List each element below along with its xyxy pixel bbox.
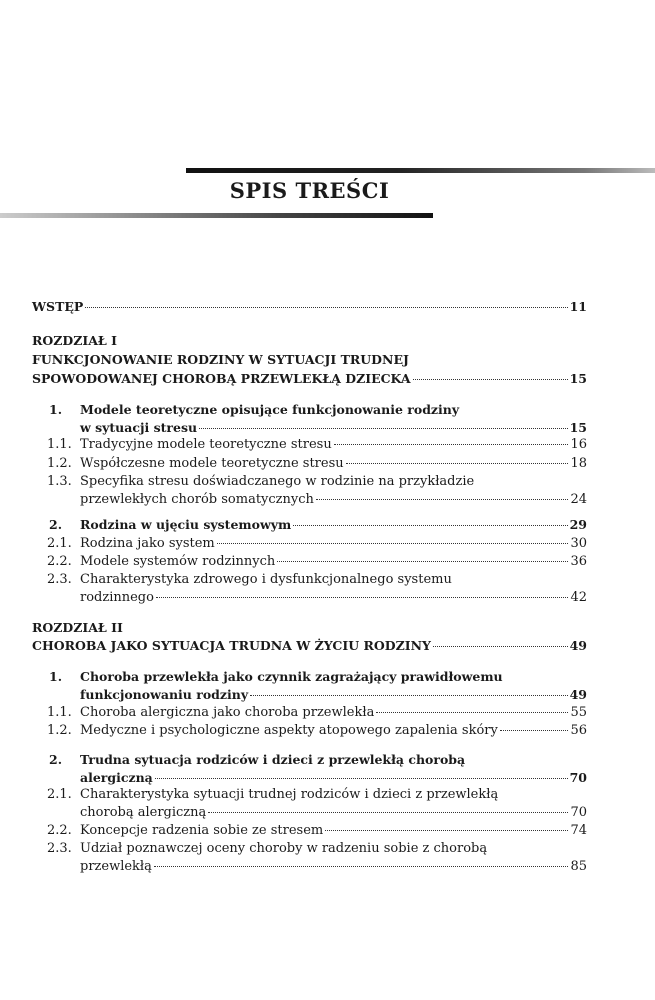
toc-page-number: 29	[569, 517, 587, 532]
toc-page-number: 56	[570, 723, 587, 738]
section-number: 1.	[49, 402, 63, 417]
leader-dots	[433, 645, 568, 647]
section-number: 1.	[49, 669, 63, 684]
section-number: 2.	[49, 517, 63, 532]
section-title-line: Charakterystyka sytuacji trudnej rodziców i dzieci z przewlekłą	[80, 787, 499, 802]
toc-entry-ch2-2-2[interactable]	[80, 822, 587, 840]
toc-entry-text: chorobą alergiczną	[80, 805, 207, 820]
leader-dots	[500, 729, 569, 731]
section-title-line: Udział poznawczej oceny choroby w radzeniu sobie z chorobą	[80, 841, 488, 856]
section-number: 1.1.	[47, 705, 72, 720]
toc-page-number: 15	[569, 371, 587, 386]
toc-entry-text: w sytuacji stresu	[80, 420, 198, 435]
toc-page-number: 36	[570, 554, 587, 569]
toc-entry-text: Rodzina jako system	[80, 536, 215, 551]
toc-entry-2-3[interactable]	[80, 589, 587, 607]
title-rule-bottom	[0, 213, 433, 218]
toc-entry-text: przewlekłą	[80, 859, 152, 874]
leader-dots	[346, 462, 569, 464]
toc-entry-text: rodzinnego	[80, 590, 154, 605]
section-number: 1.1.	[47, 437, 72, 452]
toc-entry-2[interactable]	[80, 516, 587, 534]
toc-page-number: 16	[570, 437, 587, 452]
toc-entry-ch2-2-1[interactable]	[80, 804, 587, 822]
section-title-line: Trudna sytuacja rodziców i dzieci z przewlekłą chorobą	[80, 752, 466, 767]
toc-entry-text: Medyczne i psychologiczne aspekty atopowego zapalenia skóry	[80, 723, 498, 738]
leader-dots	[334, 443, 569, 445]
toc-entry-1-2[interactable]	[80, 455, 587, 473]
toc-page-number: 24	[570, 492, 587, 507]
toc-page-number: 85	[570, 859, 587, 874]
toc-page-number: 49	[569, 687, 587, 702]
chapter-label: ROZDZIAŁ II	[32, 620, 123, 635]
toc-entry-text: alergiczną	[80, 770, 153, 785]
toc-page-number: 70	[569, 770, 587, 785]
leader-dots	[293, 524, 567, 526]
toc-page-number: 15	[569, 420, 587, 435]
leader-dots	[316, 498, 569, 500]
toc-page-number: 70	[570, 805, 587, 820]
leader-dots	[199, 427, 568, 429]
section-title-line: Specyfika stresu doświadczanego w rodzinie na przykładzie	[80, 474, 475, 489]
toc-entry-text: SPOWODOWANEJ CHOROBĄ PRZEWLEKŁĄ DZIECKA	[32, 371, 411, 386]
toc-page-number: 30	[570, 536, 587, 551]
leader-dots	[376, 711, 568, 713]
section-title-line: Modele teoretyczne opisujące funkcjonowanie rodziny	[80, 402, 460, 417]
leader-dots	[156, 596, 568, 598]
section-title-line: Choroba przewlekła jako czynnik zagrażający prawidłowemu	[80, 669, 503, 684]
toc-entry-2-2[interactable]	[80, 553, 587, 571]
toc-entry-text: Współczesne modele teoretyczne stresu	[80, 456, 344, 471]
section-number: 2.3.	[47, 841, 72, 856]
toc-page-number: 74	[570, 823, 587, 838]
toc-page-number: 18	[570, 456, 587, 471]
toc-entry-chapter-1[interactable]	[32, 370, 587, 388]
section-title-line: Charakterystyka zdrowego i dysfunkcjonalnego systemu	[80, 572, 452, 587]
title-rule-top	[186, 168, 655, 173]
page-title: SPIS TREŚCI	[229, 178, 390, 203]
section-number: 2.	[49, 752, 63, 767]
section-number: 2.2.	[47, 554, 72, 569]
toc-entry-2-1[interactable]	[80, 535, 587, 553]
toc-entry-text: przewlekłych chorób somatycznych	[80, 492, 314, 507]
section-number: 2.2.	[47, 823, 72, 838]
toc-entry-text: Koncepcje radzenia sobie ze stresem	[80, 823, 324, 838]
toc-entry-ch2-2-3[interactable]	[80, 858, 587, 876]
toc-entry-text: WSTĘP	[32, 299, 84, 314]
toc-entry-text: Choroba alergiczna jako choroba przewlekła	[80, 705, 375, 720]
toc-entry-ch2-1[interactable]	[80, 686, 587, 704]
toc-entry-text: Tradycyjne modele teoretyczne stresu	[80, 437, 332, 452]
leader-dots	[154, 865, 569, 867]
toc-entry-ch2-2[interactable]	[80, 769, 587, 787]
leader-dots	[413, 378, 568, 380]
section-number: 2.1.	[47, 536, 72, 551]
toc-entry-chapter-2[interactable]	[32, 637, 587, 655]
toc-entry-text: Rodzina w ujęciu systemowym	[80, 517, 292, 532]
toc-entry-text: CHOROBA JAKO SYTUACJA TRUDNA W ŻYCIU RODZINY	[32, 638, 431, 653]
toc-page-number: 49	[569, 638, 587, 653]
leader-dots	[250, 694, 567, 696]
toc-page-number: 55	[570, 705, 587, 720]
leader-dots	[217, 542, 569, 544]
section-number: 1.2.	[47, 723, 72, 738]
leader-dots	[208, 811, 568, 813]
section-number: 2.1.	[47, 787, 72, 802]
toc-entry-1-3[interactable]	[80, 491, 587, 509]
toc-entry-text: funkcjonowaniu rodziny	[80, 687, 249, 702]
leader-dots	[277, 560, 568, 562]
toc-entry-ch2-1-2[interactable]	[80, 722, 587, 740]
section-number: 2.3.	[47, 572, 72, 587]
toc-page-number: 42	[570, 590, 587, 605]
leader-dots	[325, 829, 568, 831]
toc-entry-text: Modele systemów rodzinnych	[80, 554, 276, 569]
toc-entry-wstep[interactable]	[32, 298, 587, 316]
toc-page-number: 11	[569, 299, 587, 314]
section-number: 1.3.	[47, 474, 72, 489]
section-number: 1.2.	[47, 456, 72, 471]
chapter-title-line: FUNKCJONOWANIE RODZINY W SYTUACJI TRUDNEJ	[32, 352, 409, 367]
toc-entry-1[interactable]	[80, 419, 587, 437]
toc-entry-ch2-1-1[interactable]	[80, 704, 587, 722]
chapter-label: ROZDZIAŁ I	[32, 333, 117, 348]
leader-dots	[155, 777, 568, 779]
leader-dots	[85, 306, 567, 308]
toc-entry-1-1[interactable]	[80, 436, 587, 454]
